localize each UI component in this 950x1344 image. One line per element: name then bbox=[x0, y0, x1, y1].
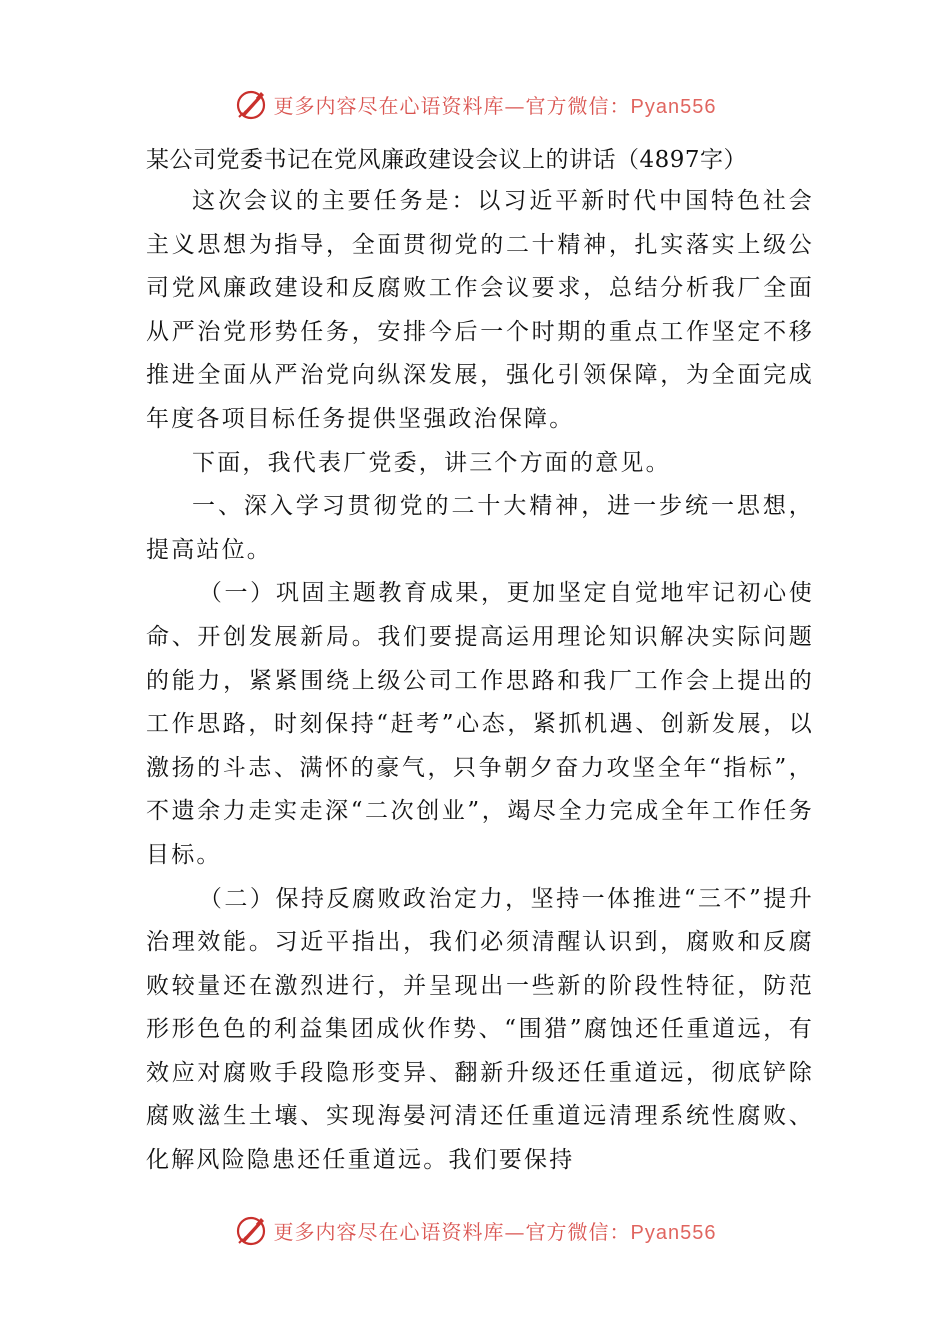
banner-text bbox=[274, 1216, 717, 1245]
header-banner bbox=[0, 84, 950, 124]
paragraph-intro: 这次会议的主要任务是：以习近平新时代中国特色社会主义思想为指导，全面贯彻党的二十精神，扎实落实上级公司党风廉政建设和反腐败工作会议要求，总结分析我厂全面从严治党形势任务，安排今后一个时期的重点工作坚定不移推进全面从严治党向纵深发展，强化引领保障，为全面完成年度各项目标任务提供坚强政治保障。 bbox=[146, 188, 814, 432]
paragraph-overview: 下面，我代表厂党委，讲三个方面的意见。 bbox=[192, 449, 671, 476]
banner-label: 更多内容尽在心语资料库—官方微信： bbox=[273, 93, 631, 118]
wechat-id: Pyan556 bbox=[630, 1221, 717, 1244]
paragraph-section-1-1: （一）巩固主题教育成果，更加坚定自觉地牢记初心使命、开创发展新局。我们要提高运用理论知识解决实际问题的能力，紧紧围绕上级公司工作思路和我厂工作会上提出的工作思路，时刻保持“赶考”心态，紧抓机遇、创新发展，以激扬的斗志、满怀的豪气，只争朝夕奋力攻坚全年“指标”，不遗余力走实走深“二次创业”，竭尽全力完成全年工作任务目标。 bbox=[146, 580, 814, 868]
footer-banner bbox=[0, 1210, 950, 1250]
document-body bbox=[146, 140, 814, 1183]
paragraph-section-1-2: （二）保持反腐败政治定力，坚持一体推进“三不”提升治理效能。习近平指出，我们必须清醒认识到，腐败和反腐败较量还在激烈进行，并呈现出一些新的阶段性特征，防范形形色色的利益集团成伙作势、“围猎”腐蚀还任重道远，有效应对腐败手段隐形变异、翻新升级还任重道远，彻底铲除腐败滋生土壤、实现海晏河清还任重道远清理系统性腐败、化解风险隐患还任重道远。我们要保持 bbox=[146, 885, 814, 1174]
document-title: 某公司党委书记在党风廉政建设会议上的讲话（4897字） bbox=[146, 147, 748, 173]
quill-logo-icon bbox=[234, 86, 270, 122]
banner-label: 更多内容尽在心语资料库—官方微信： bbox=[273, 1219, 631, 1244]
wechat-id: Pyan556 bbox=[630, 95, 717, 118]
quill-logo-icon bbox=[234, 1212, 270, 1248]
banner-text bbox=[274, 90, 717, 119]
section-heading-1: 一、深入学习贯彻党的二十大精神，进一步统一思想，提高站位。 bbox=[146, 493, 814, 563]
